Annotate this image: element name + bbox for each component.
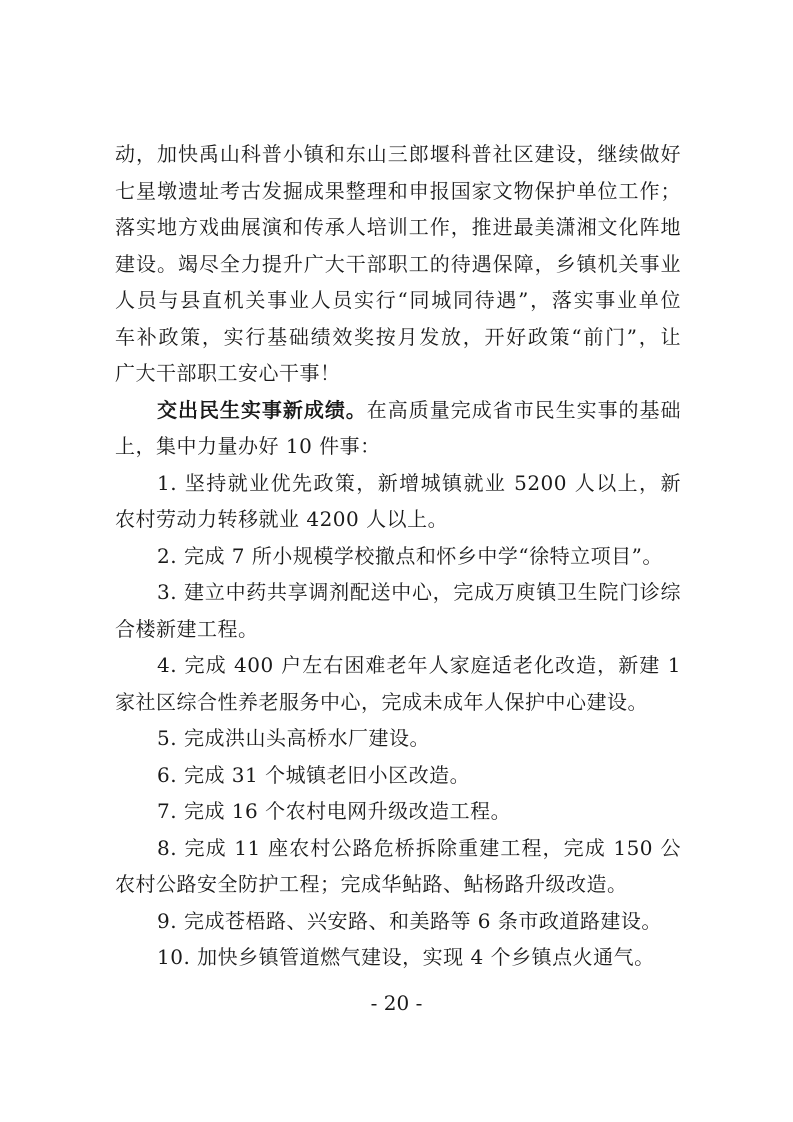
paragraph-line: 建设。竭尽全力提升广大干部职工的待遇保障，乡镇机关事业	[115, 251, 681, 276]
body-text	[115, 136, 681, 976]
list-item-line: 9. 完成苍梧路、兴安路、和美路等 6 条市政道路建设。	[157, 908, 662, 933]
page-number: - 20 -	[370, 991, 423, 1015]
list-item-line: 1. 坚持就业优先政策，新增城镇就业 5200 人以上，新	[157, 470, 681, 495]
paragraph-line: 广大干部职工安心干事！	[115, 361, 341, 385]
paragraph-line: 车补政策，实行基础绩效奖按月发放，开好政策“前门”，让	[115, 324, 681, 349]
section-intro: 在高质量完成省市民生实事的基础	[366, 397, 681, 422]
paragraph-line: 动，加快禹山科普小镇和东山三郎堰科普社区建设，继续做好	[115, 142, 681, 166]
section-heading: 交出民生实事新成绩。	[157, 397, 367, 422]
list-item-line: 4. 完成 400 户左右困难老年人家庭适老化改造，新建 1	[157, 653, 681, 677]
list-item-line: 合楼新建工程。	[115, 616, 259, 641]
list-item-line: 10. 加快乡镇管道燃气建设，实现 4 个乡镇点火通气。	[157, 945, 655, 969]
paragraph-line: 人员与县直机关事业人员实行“同城同待遇”，落实事业单位	[115, 288, 681, 312]
list-item-line: 7. 完成 16 个农村电网升级改造工程。	[157, 799, 512, 823]
section-heading-line	[115, 392, 681, 429]
list-item-line: 5. 完成洪山头高桥水厂建设。	[157, 726, 430, 750]
list-item-line: 农村劳动力转移就业 4200 人以上。	[115, 507, 449, 531]
paragraph-line: 落实地方戏曲展演和传承人培训工作，推进最美潇湘文化阵地	[115, 215, 681, 239]
list-item-line: 3. 建立中药共享调剂配送中心，完成万庾镇卫生院门诊综	[157, 580, 681, 604]
list-item-line: 家社区综合性养老服务中心，完成未成年人保护中心建设。	[115, 689, 648, 714]
paragraph-line: 七星墩遗址考古发掘成果整理和申报国家文物保护单位工作；	[115, 178, 681, 203]
list-item-line: 2. 完成 7 所小规模学校撤点和怀乡中学“徐特立项目”。	[157, 543, 663, 568]
list-item-line: 农村公路安全防护工程；完成华鲇路、鲇杨路升级改造。	[115, 872, 628, 896]
section-intro-line: 上，集中力量办好 10 件事：	[115, 434, 381, 458]
list-item-line: 8. 完成 11 座农村公路危桥拆除重建工程，完成 150 公	[157, 835, 681, 860]
list-item-line: 6. 完成 31 个城镇老旧小区改造。	[157, 762, 471, 787]
